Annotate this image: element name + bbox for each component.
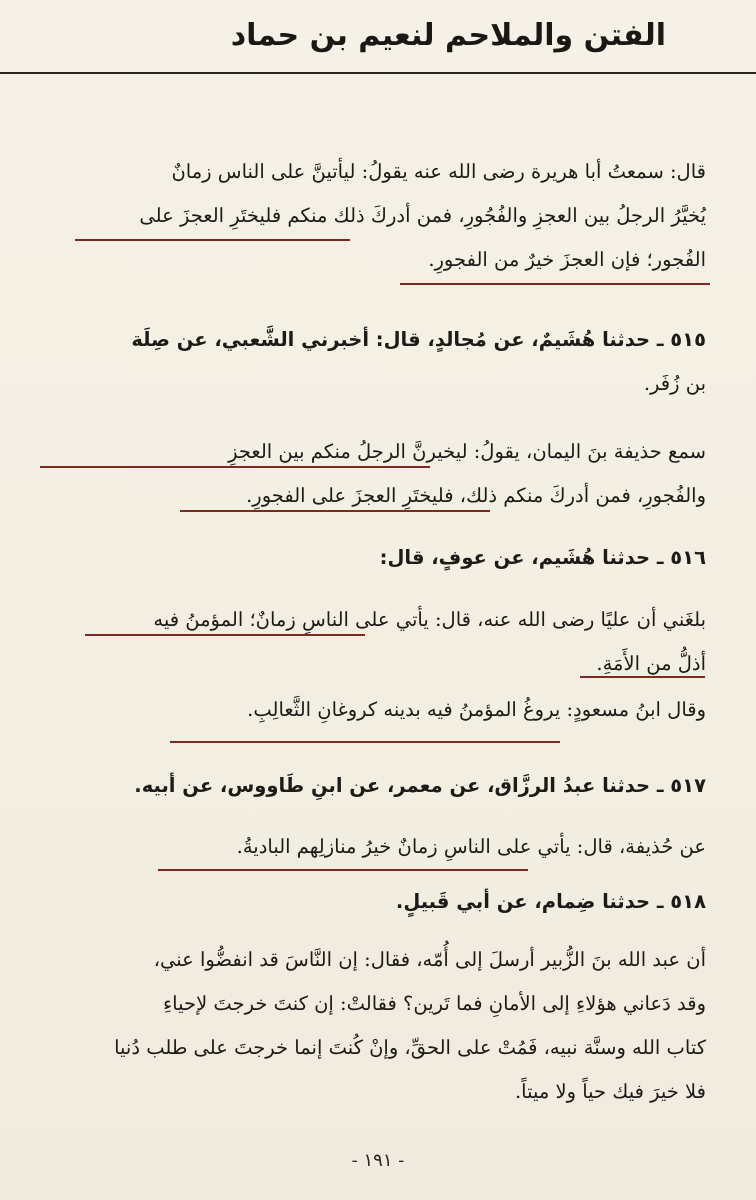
highlight-underline	[75, 239, 350, 241]
text-line: ٥١٥ ـ حدثنا هُشَيمٌ، عن مُجالدٍ، قال: أخبرني الشَّعبي، عن صِلَة	[131, 328, 706, 351]
text-line: سمع حذيفة بنَ اليمان، يقولُ: ليخيرنَّ الرجلُ منكم بين العجزِ	[228, 440, 706, 463]
text-line: عن حُذيفة، قال: يأتي على الناسِ زمانٌ خيرُ منازلِهم الباديةُ.	[236, 835, 706, 858]
paragraph-10	[50, 938, 706, 1114]
hadith-515	[50, 318, 706, 406]
hadith-516	[50, 536, 706, 580]
hadith-517	[50, 764, 706, 808]
paragraph-8	[50, 825, 706, 869]
page-number: - ١٩١ -	[351, 1150, 405, 1171]
hadith-518	[50, 880, 706, 924]
text-line: وقال ابنُ مسعودٍ: يروغُ المؤمنُ فيه بدينه كروغانِ الثَّعالِبِ.	[247, 698, 706, 721]
highlight-underline	[85, 634, 365, 636]
text-line: بلغَني أن عليًا رضى الله عنه، قال: يأتي على الناسِ زمانٌ؛ المؤمنُ فيه	[153, 608, 706, 631]
highlight-underline	[170, 741, 560, 743]
highlight-underline	[400, 283, 710, 285]
text-line: يُخيَّرُ الرجلُ بين العجزِ والفُجُورِ، فمن أدركَ ذلك منكم فليختَرِ العجزَ على	[139, 204, 706, 227]
paragraph-5	[50, 598, 706, 686]
text-line: بن زُفَر.	[643, 372, 706, 395]
text-line: وقد دَعاني هؤلاءِ إلى الأمانِ فما تَرين؟ فقالتْ: إن كنتَ خرجتَ لإحياءِ	[163, 992, 706, 1015]
header-divider	[0, 72, 756, 74]
text-line: أذلُّ من الأَمَةِ.	[596, 652, 706, 675]
paragraph-6	[50, 688, 706, 732]
text-line: أن عبد الله بنَ الزُّبير أرسلَ إلى أُمّه، فقال: إن النَّاسَ قد انفضُّوا عني،	[153, 948, 706, 971]
text-line: فلا خيرَ فيك حياً ولا ميتاً.	[514, 1080, 706, 1103]
highlight-underline	[580, 676, 705, 678]
text-line: ٥١٧ ـ حدثنا عبدُ الرزَّاق، عن معمر، عن ابنِ طَاووس، عن أبيه.	[134, 774, 706, 797]
text-line: ٥١٦ ـ حدثنا هُشَيم، عن عوفٍ، قال:	[379, 546, 706, 569]
text-line: كتاب الله وسنَّة نبيه، فَمُتْ على الحقِّ، وإنْ كُنتَ إنما خرجتَ على طلب دُنيا	[114, 1036, 706, 1059]
highlight-underline	[180, 510, 490, 512]
text-line: قال: سمعتُ أبا هريرة رضى الله عنه يقولُ: ليأتينَّ على الناس زمانٌ	[171, 160, 706, 183]
highlight-underline	[158, 869, 528, 871]
text-line: والفُجورِ، فمن أدركَ منكم ذلك، فليختَرِ العجزَ على الفجورِ.	[246, 484, 706, 507]
page-title: الفتن والملاحم لنعيم بن حماد	[230, 18, 666, 53]
text-line: ٥١٨ ـ حدثنا ضِمام، عن أبي قَبيلٍ.	[395, 890, 706, 913]
text-line: الفُجور؛ فإن العجزَ خيرٌ من الفجورِ.	[428, 248, 706, 271]
paragraph-1	[50, 150, 706, 282]
highlight-underline	[40, 466, 430, 468]
paragraph-3	[50, 430, 706, 518]
